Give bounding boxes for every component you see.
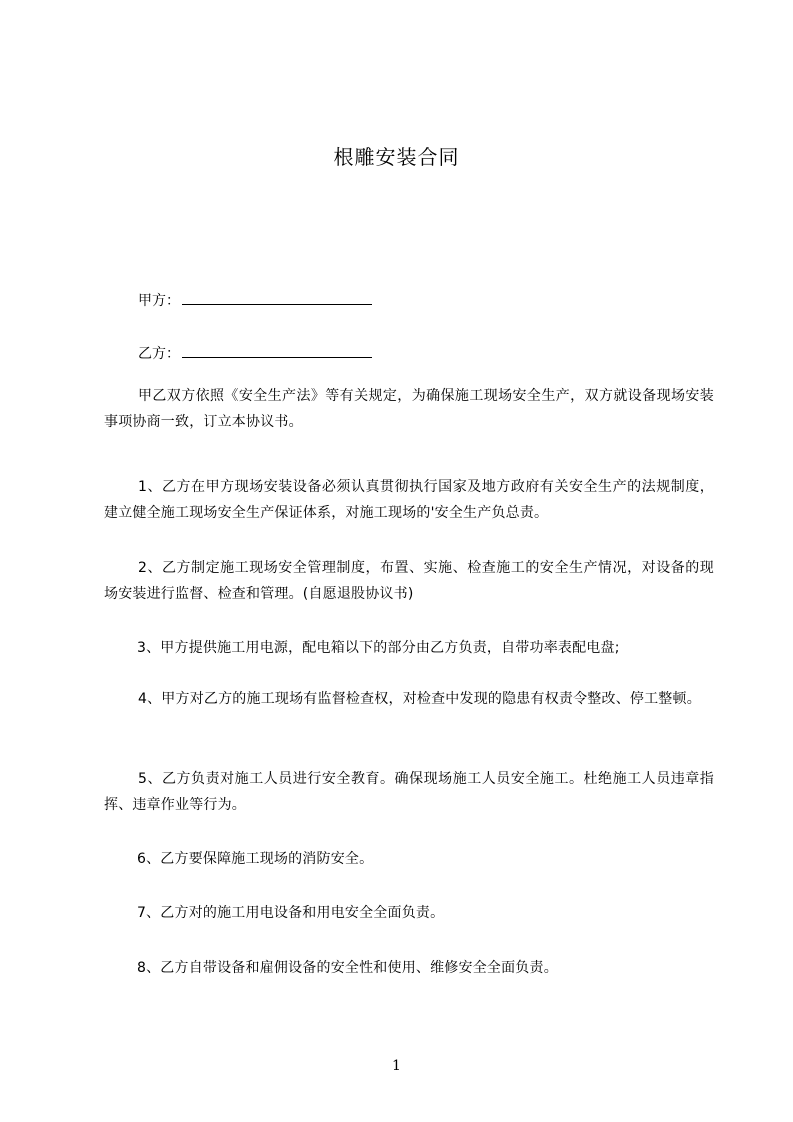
clause-8: 8、乙方自带设备和雇佣设备的安全性和使用、维修安全全面负责。 [137,960,558,976]
party-a-line [138,290,372,311]
party-b-line [138,343,372,364]
clause-4: 4、甲方对乙方的施工现场有监督检查权，对检查中发现的隐患有权责令整改、停工整顿。 [138,691,701,707]
party-b-blank [182,343,372,358]
clause-6: 6、乙方要保障施工现场的消防安全。 [137,851,374,867]
party-b-label: 乙方： [138,346,180,362]
clause-3: 3、甲方提供施工用电源，配电箱以下的部分由乙方负责，自带功率表配电盘; [137,640,620,656]
clause-1: 1、乙方在甲方现场安装设备必须认真贯彻执行国家及地方政府有关安全生产的法规制度，建立健全施工现场安全生产保证体系，对施工现场的'安全生产负总责。 [104,479,714,521]
document-title: 根雕安装合同 [333,145,460,169]
page-number: 1 [392,1058,401,1074]
clause-5: 5、乙方负责对施工人员进行安全教育。确保现场施工人员安全施工。杜绝施工人员违章指挥、违章作业等行为。 [104,771,714,813]
clause-2: 2、乙方制定施工现场安全管理制度，布置、实施、检查施工的安全生产情况，对设备的现场安装进行监督、检查和管理。(自愿退股协议书) [104,560,714,602]
intro-paragraph: 甲乙双方依照《安全生产法》等有关规定，为确保施工现场安全生产，双方就设备现场安装事项协商一致，订立本协议书。 [104,388,714,430]
clause-7: 7、乙方对的施工用电设备和用电安全全面负责。 [137,905,445,921]
party-a-blank [182,290,372,305]
party-a-label: 甲方： [138,293,180,309]
